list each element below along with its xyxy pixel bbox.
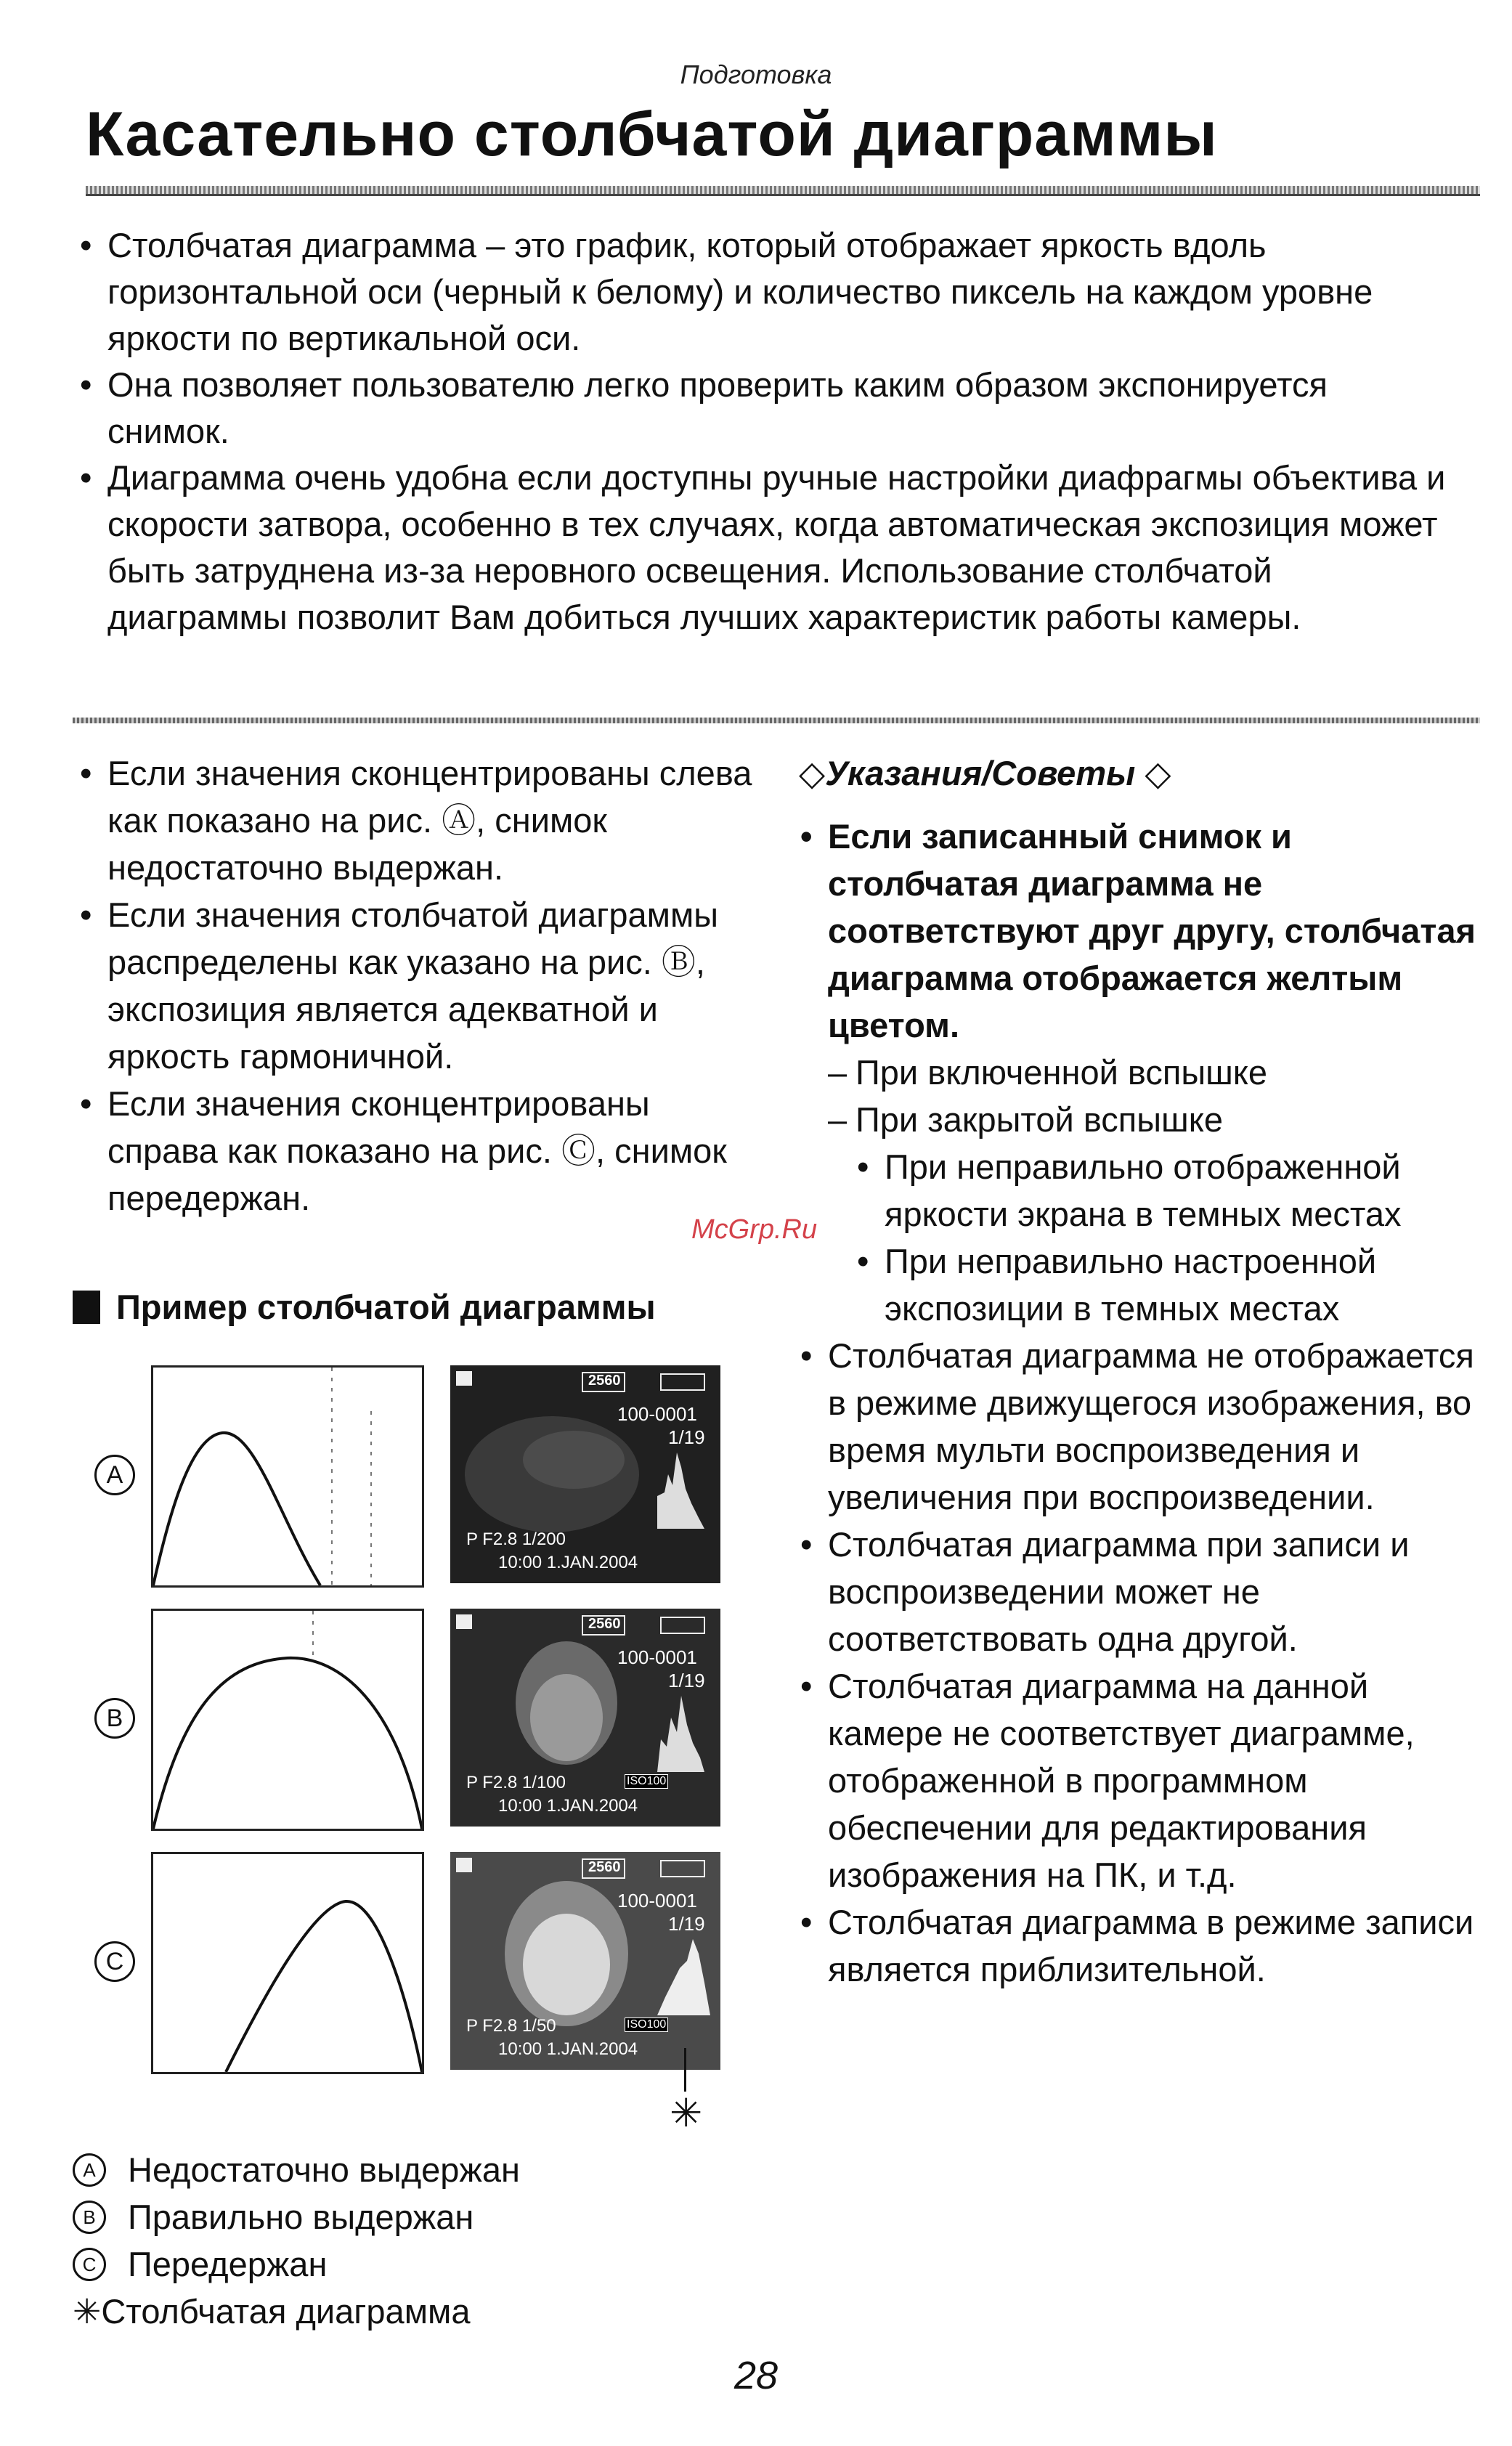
left-column (78, 749, 776, 1222)
histogram-correct (151, 1609, 424, 1831)
diamond-icon: ◇ (1145, 754, 1171, 792)
tips-item: • Столбчатая диаграмма при записи и воспроизведении может не соответствовать одна другой. (799, 1521, 1489, 1662)
screen-b-art (450, 1609, 720, 1827)
tips-sub-item: • При неправильно отображенной яркости экрана в темных местах (799, 1143, 1489, 1238)
intro-list (78, 222, 1458, 641)
square-bullet-icon (73, 1291, 100, 1324)
screen-c-iso: ISO100 (625, 2018, 668, 2032)
screen-b-count: 1/19 (668, 1670, 705, 1691)
camera-screen-a (450, 1365, 720, 1583)
watermark: McGrp.Ru (691, 1214, 818, 1245)
asterisk-marker: ✳ (670, 2092, 703, 2135)
histogram-underexposed (151, 1365, 424, 1588)
intro-item: • Столбчатая диаграмма – это график, который отображает яркость вдоль горизонтальной оси (черный к белому) и количество пиксель на каждом уровне яркости по вертикальной оси. (78, 222, 1458, 362)
tips-dash-item: – При включенной вспышке (799, 1049, 1489, 1096)
screen-c-datetime: 10:00 1.JAN.2004 (498, 2039, 638, 2059)
histogram-pointer-line (684, 2048, 686, 2092)
legend-text-star: ✳Столбчатая диаграмма (73, 2292, 471, 2331)
figure-label-b: B (94, 1698, 135, 1739)
title-rule (86, 186, 1480, 196)
legend-symbol-b: B (73, 2201, 106, 2234)
screen-b-exposure: P F2.8 1/100 (466, 1773, 566, 1792)
tips-sub-item: • При неправильно настроенной экспозиции в темных местах (799, 1238, 1489, 1332)
left-item-c: • Если значения сконцентрированы справа как показано на рис. Ⓒ, снимок передержан. (78, 1080, 761, 1222)
screen-b-res: 2560 (588, 1616, 621, 1632)
left-item-a: • Если значения сконцентрированы слева как показано на рис. Ⓐ, снимок недостаточно выдержан. (78, 749, 761, 891)
page-title: Касательно столбчатой диаграммы (86, 99, 1218, 169)
legend-row-star (73, 2288, 520, 2335)
tips-column (799, 749, 1489, 1993)
screen-b-iso: ISO100 (625, 1774, 668, 1789)
example-heading-text: Пример столбчатой диаграммы (116, 1288, 656, 1326)
left-item-b: • Если значения столбчатой диаграммы распределены как указано на рис. Ⓑ, экспозиция является адекватной и яркость гармоничной. (78, 891, 761, 1080)
screen-a-res: 2560 (588, 1373, 621, 1389)
tips-item: • Столбчатая диаграмма не отображается в режиме движущегося изображения, во время мульти воспроизведения и увеличения при воспроизведении. (799, 1332, 1489, 1521)
screen-a-file: 100-0001 (617, 1403, 697, 1425)
camera-screen-b (450, 1609, 720, 1827)
figure-label-a: A (94, 1455, 135, 1495)
example-heading (73, 1287, 656, 1327)
tips-item: • Столбчатая диаграмма на данной камере не соответствует диаграмме, отображенной в программном обеспечении для редактирования изображения на ПК, и т.д. (799, 1662, 1489, 1898)
tips-heading-text: Указания/Советы (825, 754, 1136, 792)
page-number: 28 (733, 2354, 779, 2397)
legend-text-c: Передержан (128, 2245, 328, 2283)
legend-text-a: Недостаточно выдержан (128, 2150, 520, 2189)
tips-dash-item: – При закрытой вспышке (799, 1096, 1489, 1143)
legend-symbol-a: A (73, 2153, 106, 2187)
figure-legend (73, 2146, 520, 2335)
tips-item: • Столбчатая диаграмма в режиме записи является приблизительной. (799, 1898, 1489, 1993)
screen-c-art (450, 1852, 720, 2070)
legend-text-b: Правильно выдержан (128, 2198, 474, 2236)
screen-c-file: 100-0001 (617, 1890, 697, 1911)
legend-symbol-c: C (73, 2248, 106, 2281)
screen-a-art (450, 1365, 720, 1583)
screen-c-count: 1/19 (668, 1913, 705, 1935)
legend-row-a (73, 2146, 520, 2193)
screen-c-res: 2560 (588, 1859, 621, 1875)
screen-a-count: 1/19 (668, 1426, 705, 1448)
legend-row-b (73, 2193, 520, 2240)
intro-item: • Она позволяет пользователю легко проверить каким образом экспонируется снимок. (78, 362, 1458, 455)
screen-b-datetime: 10:00 1.JAN.2004 (498, 1796, 638, 1816)
intro-item: • Диаграмма очень удобна если доступны ручные настройки диафрагмы объектива и скорости затвора, особенно в тех случаях, когда автоматическая экспозиция может быть затруднена из-за неровного освещения. Использование столбчатой диаграммы позволит Вам добиться лучших характеристик работы камеры. (78, 455, 1458, 641)
tips-heading (799, 749, 1489, 797)
section-label: Подготовка (680, 60, 832, 89)
screen-c-exposure: P F2.8 1/50 (466, 2016, 556, 2036)
screen-a-exposure: P F2.8 1/200 (466, 1529, 566, 1549)
figure-label-c: C (94, 1941, 135, 1982)
legend-row-c (73, 2240, 520, 2288)
camera-screen-c (450, 1852, 720, 2070)
screen-b-file: 100-0001 (617, 1646, 697, 1668)
diamond-icon: ◇ (799, 754, 826, 792)
screen-a-datetime: 10:00 1.JAN.2004 (498, 1553, 638, 1572)
tips-item-yellow: • Если записанный снимок и столбчатая диаграмма не соответствуют друг другу, столбчатая диаграмма отображается желтым цветом. (799, 813, 1489, 1049)
section-divider (73, 718, 1480, 723)
histogram-overexposed (151, 1852, 424, 2074)
